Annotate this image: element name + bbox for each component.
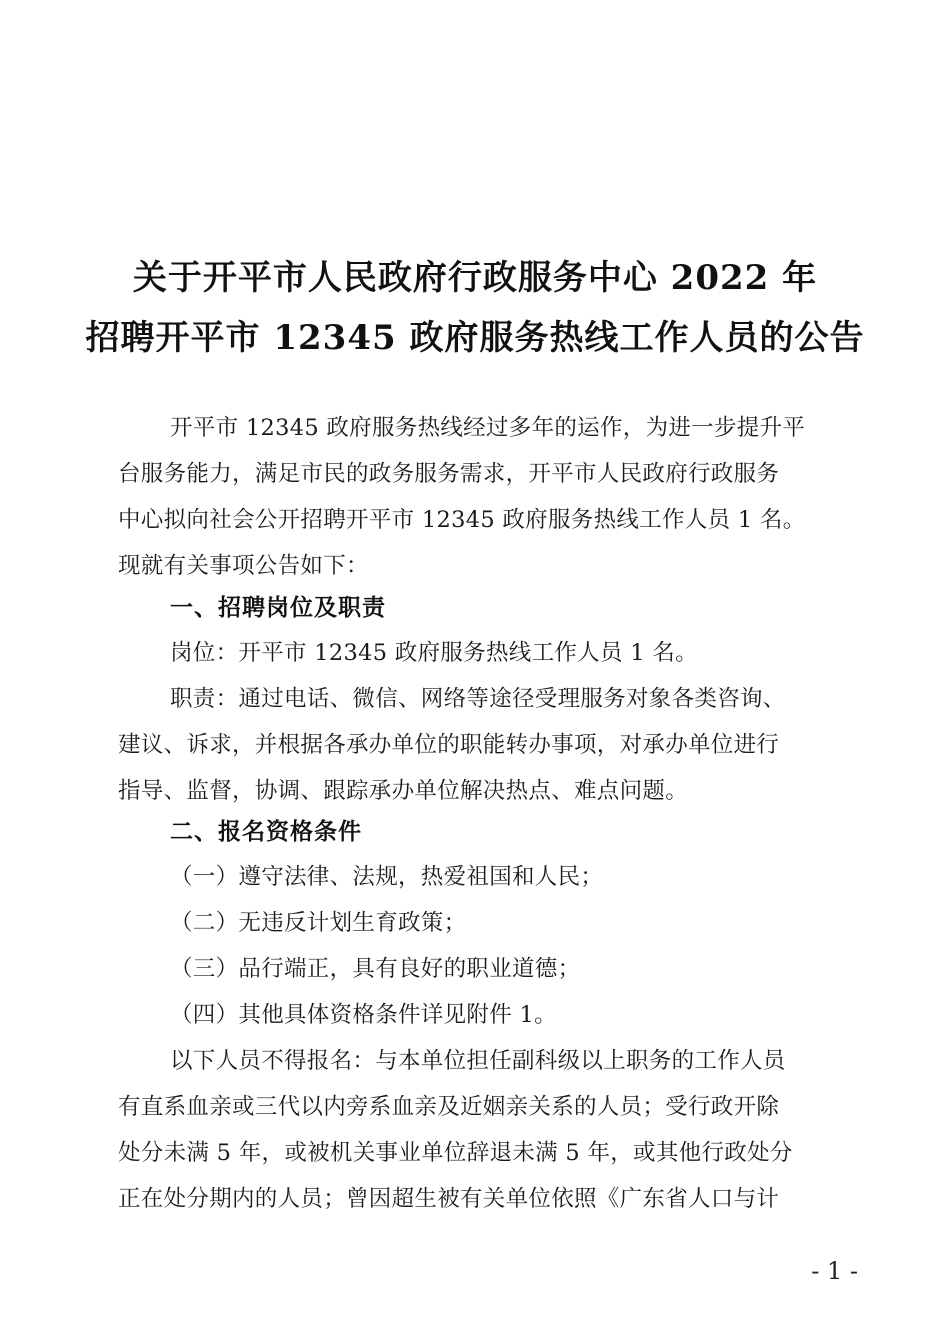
exclusion-line-3: 处分未满 5 年，或被机关事业单位辞退未满 5 年，或其他行政处分 <box>118 1140 793 1166</box>
intro-line-4: 现就有关事项公告如下： <box>118 553 369 579</box>
qualification-item: （三）品行端正，具有良好的职业道德； <box>170 956 581 982</box>
qualification-item: （一）遵守法律、法规，热爱祖国和人民； <box>170 864 604 890</box>
exclusion-line-4: 正在处分期内的人员；曾因超生被有关单位依照《广东省人口与计 <box>118 1186 780 1212</box>
intro-line-1: 开平市 12345 政府服务热线经过多年的运作，为进一步提升平 <box>170 415 806 441</box>
duty-line-1: 职责：通过电话、微信、网络等途径受理服务对象各类咨询、 <box>170 686 786 712</box>
qualification-item: （四）其他具体资格条件详见附件 1。 <box>170 1002 557 1028</box>
intro-line-2: 台服务能力，满足市民的政务服务需求，开平市人民政府行政服务 <box>118 461 780 487</box>
post-line: 岗位：开平市 12345 政府服务热线工作人员 1 名。 <box>170 640 698 666</box>
page-number: - 1 - <box>811 1257 858 1285</box>
exclusion-line-1: 以下人员不得报名：与本单位担任副科级以上职务的工作人员 <box>170 1048 786 1074</box>
intro-line-3: 中心拟向社会公开招聘开平市 12345 政府服务热线工作人员 1 名。 <box>118 507 806 533</box>
document-title-line-1: 关于开平市人民政府行政服务中心 2022 年 <box>132 258 818 298</box>
section-1-heading: 一、招聘岗位及职责 <box>170 595 386 621</box>
document-title-line-2: 招聘开平市 12345 政府服务热线工作人员的公告 <box>85 318 865 358</box>
exclusion-line-2: 有直系血亲或三代以内旁系血亲及近姻亲关系的人员；受行政开除 <box>118 1094 780 1120</box>
section-2-heading: 二、报名资格条件 <box>170 819 362 845</box>
qualification-item: （二）无违反计划生育政策； <box>170 910 467 936</box>
duty-line-2: 建议、诉求，并根据各承办单位的职能转办事项，对承办单位进行 <box>118 732 780 758</box>
duty-line-3: 指导、监督，协调、跟踪承办单位解决热点、难点问题。 <box>118 778 689 804</box>
